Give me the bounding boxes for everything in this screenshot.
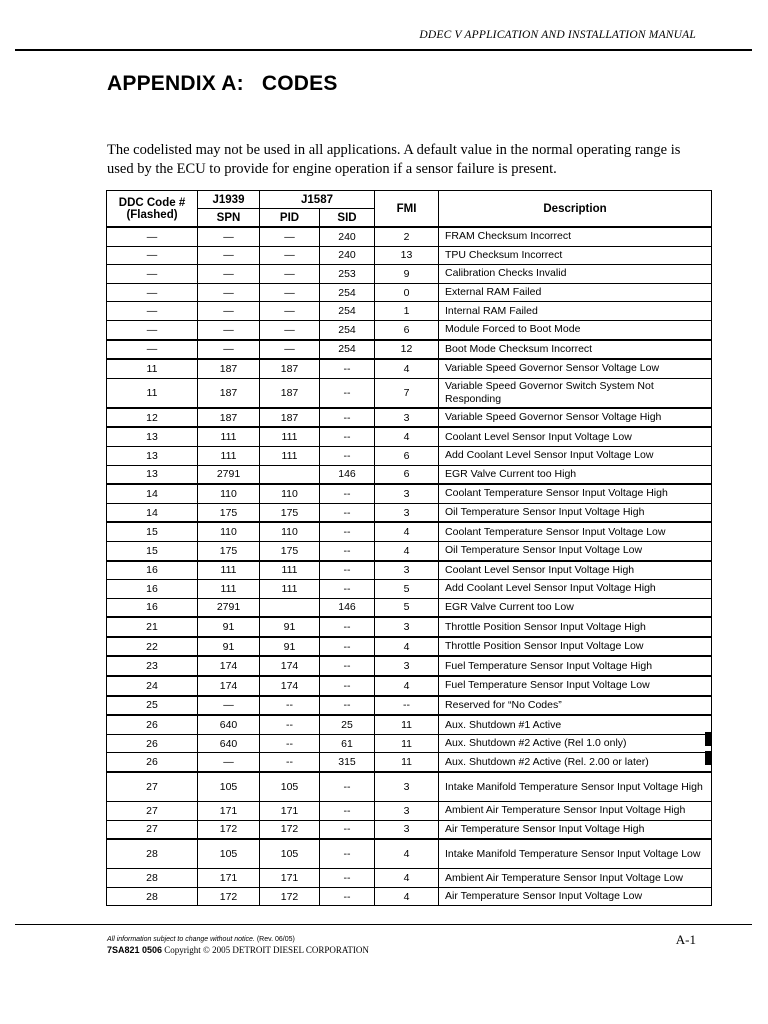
cell-ddc-code: 11: [107, 359, 198, 378]
cell-fmi: 4: [375, 522, 439, 541]
table-row: [107, 503, 712, 522]
table-row: [107, 734, 712, 753]
header-fmi: FMI: [375, 191, 439, 228]
cell-pid: 105: [260, 839, 320, 869]
header-j1939: J1939: [198, 191, 260, 209]
cell-sid: --: [320, 561, 375, 580]
cell-fmi: 6: [375, 465, 439, 484]
cell-spn: —: [198, 302, 260, 321]
cell-description: External RAM Failed: [439, 283, 712, 302]
cell-spn: 111: [198, 580, 260, 599]
cell-spn: 171: [198, 869, 260, 888]
cell-spn: 174: [198, 656, 260, 676]
cell-ddc-code: 15: [107, 522, 198, 541]
cell-pid: --: [260, 696, 320, 716]
cell-fmi: 4: [375, 839, 439, 869]
cell-fmi: 9: [375, 265, 439, 284]
cell-description: Fuel Temperature Sensor Input Voltage Low: [439, 676, 712, 696]
cell-sid: --: [320, 696, 375, 716]
header-spn: SPN: [198, 209, 260, 228]
cell-fmi: 3: [375, 484, 439, 503]
cell-ddc-code: 26: [107, 715, 198, 734]
table-row: [107, 637, 712, 657]
cell-fmi: 2: [375, 227, 439, 246]
cell-description: Internal RAM Failed: [439, 302, 712, 321]
cell-description: Module Forced to Boot Mode: [439, 320, 712, 339]
table-row: [107, 302, 712, 321]
table-row: [107, 408, 712, 428]
cell-sid: --: [320, 522, 375, 541]
cell-fmi: 12: [375, 340, 439, 360]
cell-description: Aux. Shutdown #2 Active (Rel 1.0 only): [439, 734, 712, 753]
cell-pid: —: [260, 227, 320, 246]
intro-paragraph: The codelisted may not be used in all applications. A default value in the normal operating range is used by the ECU to provide for engine operation if a sensor failure is present.: [107, 142, 681, 177]
table-row: [107, 715, 712, 734]
cell-description: Intake Manifold Temperature Sensor Input Voltage High: [439, 772, 712, 802]
cell-sid: 254: [320, 320, 375, 339]
cell-ddc-code: —: [107, 302, 198, 321]
cell-pid: —: [260, 246, 320, 265]
cell-spn: 91: [198, 617, 260, 637]
cell-fmi: 4: [375, 637, 439, 657]
cell-ddc-code: —: [107, 227, 198, 246]
cell-description: TPU Checksum Incorrect: [439, 246, 712, 265]
cell-description: Fuel Temperature Sensor Input Voltage High: [439, 656, 712, 676]
cell-description: Oil Temperature Sensor Input Voltage High: [439, 503, 712, 522]
cell-ddc-code: 13: [107, 427, 198, 446]
table-row: [107, 820, 712, 839]
cell-description: Ambient Air Temperature Sensor Input Voltage Low: [439, 869, 712, 888]
cell-description: EGR Valve Current too High: [439, 465, 712, 484]
cell-ddc-code: 11: [107, 378, 198, 408]
cell-pid: 111: [260, 427, 320, 446]
cell-fmi: 11: [375, 715, 439, 734]
cell-pid: 171: [260, 869, 320, 888]
cell-ddc-code: —: [107, 340, 198, 360]
header-pid: PID: [260, 209, 320, 228]
cell-spn: 171: [198, 802, 260, 821]
cell-ddc-code: 16: [107, 561, 198, 580]
cell-pid: [260, 465, 320, 484]
header-description: Description: [439, 191, 712, 228]
table-row: [107, 580, 712, 599]
cell-spn: 111: [198, 446, 260, 465]
cell-spn: 91: [198, 637, 260, 657]
cell-fmi: 4: [375, 676, 439, 696]
page-number: A-1: [675, 932, 696, 947]
cell-description: Reserved for “No Codes”: [439, 696, 712, 716]
cell-fmi: 0: [375, 283, 439, 302]
cell-sid: --: [320, 503, 375, 522]
cell-description: EGR Valve Current too Low: [439, 598, 712, 617]
cell-fmi: 4: [375, 869, 439, 888]
table-row: [107, 484, 712, 503]
cell-sid: --: [320, 359, 375, 378]
cell-sid: 254: [320, 340, 375, 360]
table-row: [107, 522, 712, 541]
cell-description: Aux. Shutdown #2 Active (Rel. 2.00 or later): [439, 753, 712, 772]
cell-ddc-code: 27: [107, 820, 198, 839]
cell-fmi: 1: [375, 302, 439, 321]
cell-fmi: 3: [375, 561, 439, 580]
cell-fmi: 3: [375, 802, 439, 821]
cell-sid: 254: [320, 283, 375, 302]
cell-spn: 187: [198, 408, 260, 428]
cell-description: Add Coolant Level Sensor Input Voltage High: [439, 580, 712, 599]
cell-ddc-code: 13: [107, 465, 198, 484]
table-row: [107, 378, 712, 408]
cell-description: Aux. Shutdown #1 Active: [439, 715, 712, 734]
cell-spn: 640: [198, 715, 260, 734]
table-row: [107, 340, 712, 360]
cell-description: Variable Speed Governor Sensor Voltage Low: [439, 359, 712, 378]
cell-fmi: 6: [375, 320, 439, 339]
footer-doc-number: 7SA821 0506: [107, 945, 163, 955]
cell-pid: --: [260, 715, 320, 734]
table-row: [107, 839, 712, 869]
cell-fmi: 3: [375, 656, 439, 676]
cell-description: Ambient Air Temperature Sensor Input Voltage High: [439, 802, 712, 821]
cell-pid: 91: [260, 617, 320, 637]
cell-sid: --: [320, 580, 375, 599]
cell-pid: 111: [260, 561, 320, 580]
cell-spn: 187: [198, 359, 260, 378]
page-title: APPENDIX A: CODES: [107, 72, 338, 95]
cell-fmi: 3: [375, 408, 439, 428]
header-sid: SID: [320, 209, 375, 228]
cell-sid: 253: [320, 265, 375, 284]
cell-sid: --: [320, 656, 375, 676]
cell-spn: 174: [198, 676, 260, 696]
cell-ddc-code: 22: [107, 637, 198, 657]
cell-ddc-code: 23: [107, 656, 198, 676]
cell-ddc-code: 14: [107, 503, 198, 522]
cell-pid: 111: [260, 446, 320, 465]
cell-spn: 110: [198, 522, 260, 541]
table-row: [107, 617, 712, 637]
header-rule: [15, 49, 752, 51]
table-row: [107, 887, 712, 906]
cell-ddc-code: 26: [107, 753, 198, 772]
cell-pid: 175: [260, 541, 320, 560]
cell-description: Boot Mode Checksum Incorrect: [439, 340, 712, 360]
cell-spn: —: [198, 696, 260, 716]
table-row: [107, 696, 712, 716]
cell-spn: —: [198, 227, 260, 246]
cell-pid: --: [260, 753, 320, 772]
footer-rule: [15, 924, 752, 925]
cell-spn: 110: [198, 484, 260, 503]
cell-fmi: 4: [375, 359, 439, 378]
cell-ddc-code: —: [107, 265, 198, 284]
cell-fmi: 4: [375, 427, 439, 446]
table-row: [107, 465, 712, 484]
table-row: [107, 869, 712, 888]
cell-fmi: 6: [375, 446, 439, 465]
cell-description: FRAM Checksum Incorrect: [439, 227, 712, 246]
cell-pid: 174: [260, 656, 320, 676]
cell-pid: 172: [260, 887, 320, 906]
cell-description: Air Temperature Sensor Input Voltage Low: [439, 887, 712, 906]
footer-revision: (Rev. 06/05): [256, 936, 295, 943]
cell-pid: 105: [260, 772, 320, 802]
cell-description: Oil Temperature Sensor Input Voltage Low: [439, 541, 712, 560]
codes-table: [106, 190, 712, 906]
cell-sid: --: [320, 378, 375, 408]
cell-description: Throttle Position Sensor Input Voltage High: [439, 617, 712, 637]
cell-spn: 2791: [198, 465, 260, 484]
cell-sid: --: [320, 676, 375, 696]
cell-sid: --: [320, 408, 375, 428]
cell-ddc-code: 28: [107, 887, 198, 906]
table-row: [107, 753, 712, 772]
cell-sid: --: [320, 427, 375, 446]
footer-copyright: Copyright © 2005 DETROIT DIESEL CORPORATION: [164, 945, 369, 955]
cell-pid: —: [260, 283, 320, 302]
cell-pid: —: [260, 320, 320, 339]
cell-sid: 315: [320, 753, 375, 772]
cell-ddc-code: 16: [107, 580, 198, 599]
cell-pid: 187: [260, 359, 320, 378]
cell-ddc-code: 28: [107, 839, 198, 869]
cell-pid: 175: [260, 503, 320, 522]
codes-table-body: [107, 227, 712, 906]
cell-pid: 91: [260, 637, 320, 657]
table-row: [107, 227, 712, 246]
cell-spn: 172: [198, 820, 260, 839]
table-row: [107, 656, 712, 676]
cell-description: Intake Manifold Temperature Sensor Input Voltage Low: [439, 839, 712, 869]
cell-ddc-code: —: [107, 320, 198, 339]
cell-description: Throttle Position Sensor Input Voltage Low: [439, 637, 712, 657]
cell-pid: 187: [260, 408, 320, 428]
footer-notice: [107, 936, 295, 943]
cell-fmi: 4: [375, 887, 439, 906]
table-row: [107, 359, 712, 378]
cell-spn: 172: [198, 887, 260, 906]
cell-ddc-code: 13: [107, 446, 198, 465]
cell-spn: —: [198, 283, 260, 302]
cell-ddc-code: 24: [107, 676, 198, 696]
cell-pid: [260, 598, 320, 617]
table-row: [107, 541, 712, 560]
footer-copyright-line: [107, 945, 369, 955]
cell-fmi: 3: [375, 772, 439, 802]
cell-ddc-code: 16: [107, 598, 198, 617]
change-bar: [705, 732, 712, 746]
cell-spn: 175: [198, 503, 260, 522]
cell-spn: 111: [198, 427, 260, 446]
table-row: [107, 676, 712, 696]
cell-spn: 640: [198, 734, 260, 753]
header-j1587: J1587: [260, 191, 375, 209]
cell-spn: —: [198, 320, 260, 339]
cell-ddc-code: 12: [107, 408, 198, 428]
cell-sid: 240: [320, 227, 375, 246]
cell-pid: 110: [260, 522, 320, 541]
running-header: DDEC V APPLICATION AND INSTALLATION MANUAL: [419, 29, 696, 41]
cell-fmi: 5: [375, 598, 439, 617]
cell-pid: 171: [260, 802, 320, 821]
cell-fmi: 11: [375, 734, 439, 753]
cell-description: Add Coolant Level Sensor Input Voltage Low: [439, 446, 712, 465]
cell-pid: —: [260, 302, 320, 321]
cell-description: Variable Speed Governor Switch System Not Responding: [439, 378, 712, 408]
table-row: [107, 446, 712, 465]
table-row: [107, 427, 712, 446]
cell-sid: --: [320, 869, 375, 888]
cell-sid: 25: [320, 715, 375, 734]
cell-pid: 187: [260, 378, 320, 408]
cell-ddc-code: 15: [107, 541, 198, 560]
cell-spn: 111: [198, 561, 260, 580]
cell-pid: —: [260, 265, 320, 284]
cell-description: Coolant Temperature Sensor Input Voltage High: [439, 484, 712, 503]
cell-spn: 105: [198, 839, 260, 869]
cell-fmi: --: [375, 696, 439, 716]
cell-pid: --: [260, 734, 320, 753]
cell-sid: --: [320, 820, 375, 839]
cell-fmi: 3: [375, 617, 439, 637]
cell-ddc-code: 27: [107, 802, 198, 821]
table-row: [107, 283, 712, 302]
cell-ddc-code: 25: [107, 696, 198, 716]
cell-sid: --: [320, 541, 375, 560]
cell-spn: 187: [198, 378, 260, 408]
cell-description: Variable Speed Governor Sensor Voltage High: [439, 408, 712, 428]
cell-ddc-code: 26: [107, 734, 198, 753]
cell-sid: 61: [320, 734, 375, 753]
cell-fmi: 4: [375, 541, 439, 560]
cell-sid: --: [320, 839, 375, 869]
cell-fmi: 3: [375, 503, 439, 522]
cell-spn: 2791: [198, 598, 260, 617]
table-row: [107, 265, 712, 284]
cell-fmi: 7: [375, 378, 439, 408]
table-row: [107, 561, 712, 580]
cell-sid: --: [320, 484, 375, 503]
footer-notice-text: All information subject to change without notice.: [107, 936, 255, 943]
table-row: [107, 246, 712, 265]
cell-ddc-code: —: [107, 283, 198, 302]
cell-fmi: 11: [375, 753, 439, 772]
cell-description: Air Temperature Sensor Input Voltage High: [439, 820, 712, 839]
cell-ddc-code: 14: [107, 484, 198, 503]
table-row: [107, 802, 712, 821]
cell-sid: --: [320, 446, 375, 465]
cell-pid: —: [260, 340, 320, 360]
cell-sid: --: [320, 887, 375, 906]
cell-ddc-code: —: [107, 246, 198, 265]
table-row: [107, 598, 712, 617]
cell-spn: —: [198, 246, 260, 265]
cell-fmi: 13: [375, 246, 439, 265]
cell-spn: —: [198, 753, 260, 772]
cell-sid: --: [320, 772, 375, 802]
cell-pid: 110: [260, 484, 320, 503]
cell-pid: 111: [260, 580, 320, 599]
cell-sid: --: [320, 617, 375, 637]
cell-ddc-code: 27: [107, 772, 198, 802]
cell-spn: 175: [198, 541, 260, 560]
cell-pid: 172: [260, 820, 320, 839]
cell-fmi: 5: [375, 580, 439, 599]
cell-description: Coolant Level Sensor Input Voltage Low: [439, 427, 712, 446]
table-row: [107, 320, 712, 339]
cell-sid: 146: [320, 465, 375, 484]
cell-spn: 105: [198, 772, 260, 802]
cell-sid: --: [320, 637, 375, 657]
cell-ddc-code: 28: [107, 869, 198, 888]
header-ddc-code: DDC Code # (Flashed): [107, 191, 198, 228]
cell-sid: 146: [320, 598, 375, 617]
cell-sid: --: [320, 802, 375, 821]
cell-description: Coolant Temperature Sensor Input Voltage Low: [439, 522, 712, 541]
cell-fmi: 3: [375, 820, 439, 839]
cell-description: Calibration Checks Invalid: [439, 265, 712, 284]
change-bar: [705, 751, 712, 765]
cell-sid: 240: [320, 246, 375, 265]
cell-ddc-code: 21: [107, 617, 198, 637]
cell-spn: —: [198, 340, 260, 360]
cell-pid: 174: [260, 676, 320, 696]
cell-sid: 254: [320, 302, 375, 321]
cell-description: Coolant Level Sensor Input Voltage High: [439, 561, 712, 580]
table-row: [107, 772, 712, 802]
cell-spn: —: [198, 265, 260, 284]
